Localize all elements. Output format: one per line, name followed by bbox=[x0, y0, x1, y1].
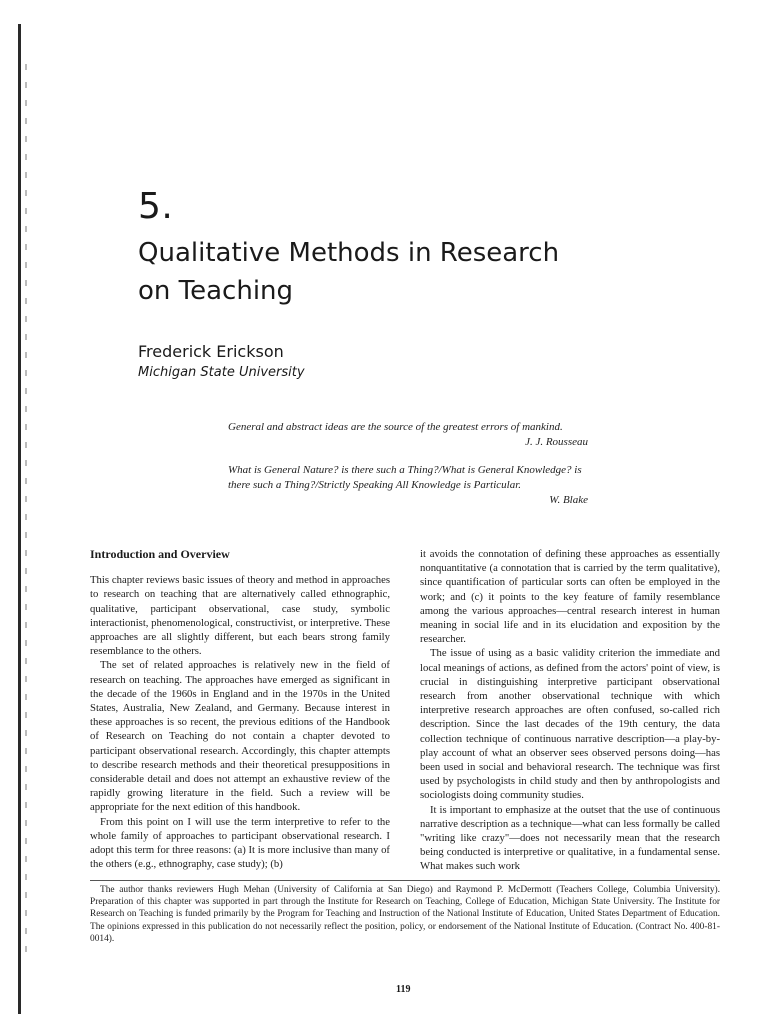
epigraph-text: General and abstract ideas are the source of the greatest errors of mankind. bbox=[228, 421, 563, 433]
paragraph: This chapter reviews basic issues of theory and method in approaches to research on teaching that are alternatively called ethnographic, qualitative, participant observational, case study, symbolic interactionist, phenomenological, constructivist, or interpretive. These approaches are all slightly different, but each bears strong family resemblance to the others. bbox=[90, 574, 390, 658]
scan-binding-edge bbox=[18, 24, 35, 1014]
epigraph-text: What is General Nature? is there such a Thing?/What is General Knowledge? is there such a Thing?/Strictly Speaking All Knowledge is Particular. bbox=[228, 464, 582, 491]
author-name: Frederick Erickson bbox=[138, 342, 284, 361]
paragraph: The set of related approaches is relatively new in the field of research on teaching. The approaches have emerged as significant in the decade of the 1960s in England and in the 1970s in the United States, Australia, New Zealand, and Germany. Because interest in these approaches is so recent, the previous editions of the Handbook of Research on Teaching do not contain a chapter devoted to participant observational research. Accordingly, this chapter attempts to describe research methods and their theoretical presuppositions in considerable detail and does not attempt an exhaustive review of the rapidly growing literature in the field. Such a review will be appropriate for the next edition of this handbook. bbox=[90, 659, 390, 814]
chapter-title: Qualitative Methods in Research on Teaching bbox=[138, 238, 560, 306]
footnote-divider bbox=[90, 880, 720, 881]
right-column bbox=[420, 547, 720, 874]
epigraph-rousseau bbox=[228, 420, 588, 450]
left-column bbox=[90, 547, 390, 871]
footnote: The author thanks reviewers Hugh Mehan (University of California at San Diego) and Raymond P. McDermott (Teachers College, Columbia University). Preparation of this chapter was supported in part through the Institute for Research on Teaching, College of Education, Michigan State University. The Institute for Research on Teaching is funded primarily by the Program for Teaching and Instruction of the National Institute of Education, United States Department of Education. The opinions expressed in this publication do not necessarily reflect the position, policy, or endorsement of the National Institute of Education. (Contract No. 400-81-0014). bbox=[90, 885, 720, 944]
epigraph-blake bbox=[228, 463, 588, 508]
epigraph-author: W. Blake bbox=[549, 494, 588, 506]
paragraph: It is important to emphasize at the outset that the use of continuous narrative description as a technique—what can less formally be called "writing like crazy"—does not necessarily mean that the research being conducted is interpretive or qualitative, in a fundamental sense. What makes such work bbox=[420, 803, 720, 873]
chapter-number: 5. bbox=[138, 186, 174, 227]
epigraph-author: J. J. Rousseau bbox=[525, 436, 588, 448]
page-number: 119 bbox=[396, 984, 411, 995]
paragraph: From this point on I will use the term interpretive to refer to the whole family of approaches to participant observational research. I adopt this term for three reasons: (a) It is more inclusive than many of the others (e.g., ethnography, case study); (b) bbox=[90, 815, 390, 871]
paragraph: it avoids the connotation of defining these approaches as essentially nonquantitative (a connotation that is carried by the term qualitative), since quantification of particular sorts can often be employed in the work; and (c) it points to the key feature of family resemblance among the various approaches—central research interest in human meaning in social life and in its elucidation and exposition by the researcher. bbox=[420, 548, 720, 646]
section-heading: Introduction and Overview bbox=[90, 547, 230, 561]
author-affiliation: Michigan State University bbox=[138, 365, 305, 380]
paragraph: The issue of using as a basic validity criterion the immediate and local meanings of actions, as defined from the actors' point of view, is crucial in distinguishing interpretive participant observational research from another observational technique with which interpretive research approaches are often confused, so-called rich description. Since the last decades of the 19th century, the data collection technique of continuous narrative description—a play-by-play account of what an observer sees observed persons doing—has been used in social and behavioral research. The technique was first used by psychologists in child study and then by anthropologists and sociologists doing community studies. bbox=[420, 647, 720, 802]
